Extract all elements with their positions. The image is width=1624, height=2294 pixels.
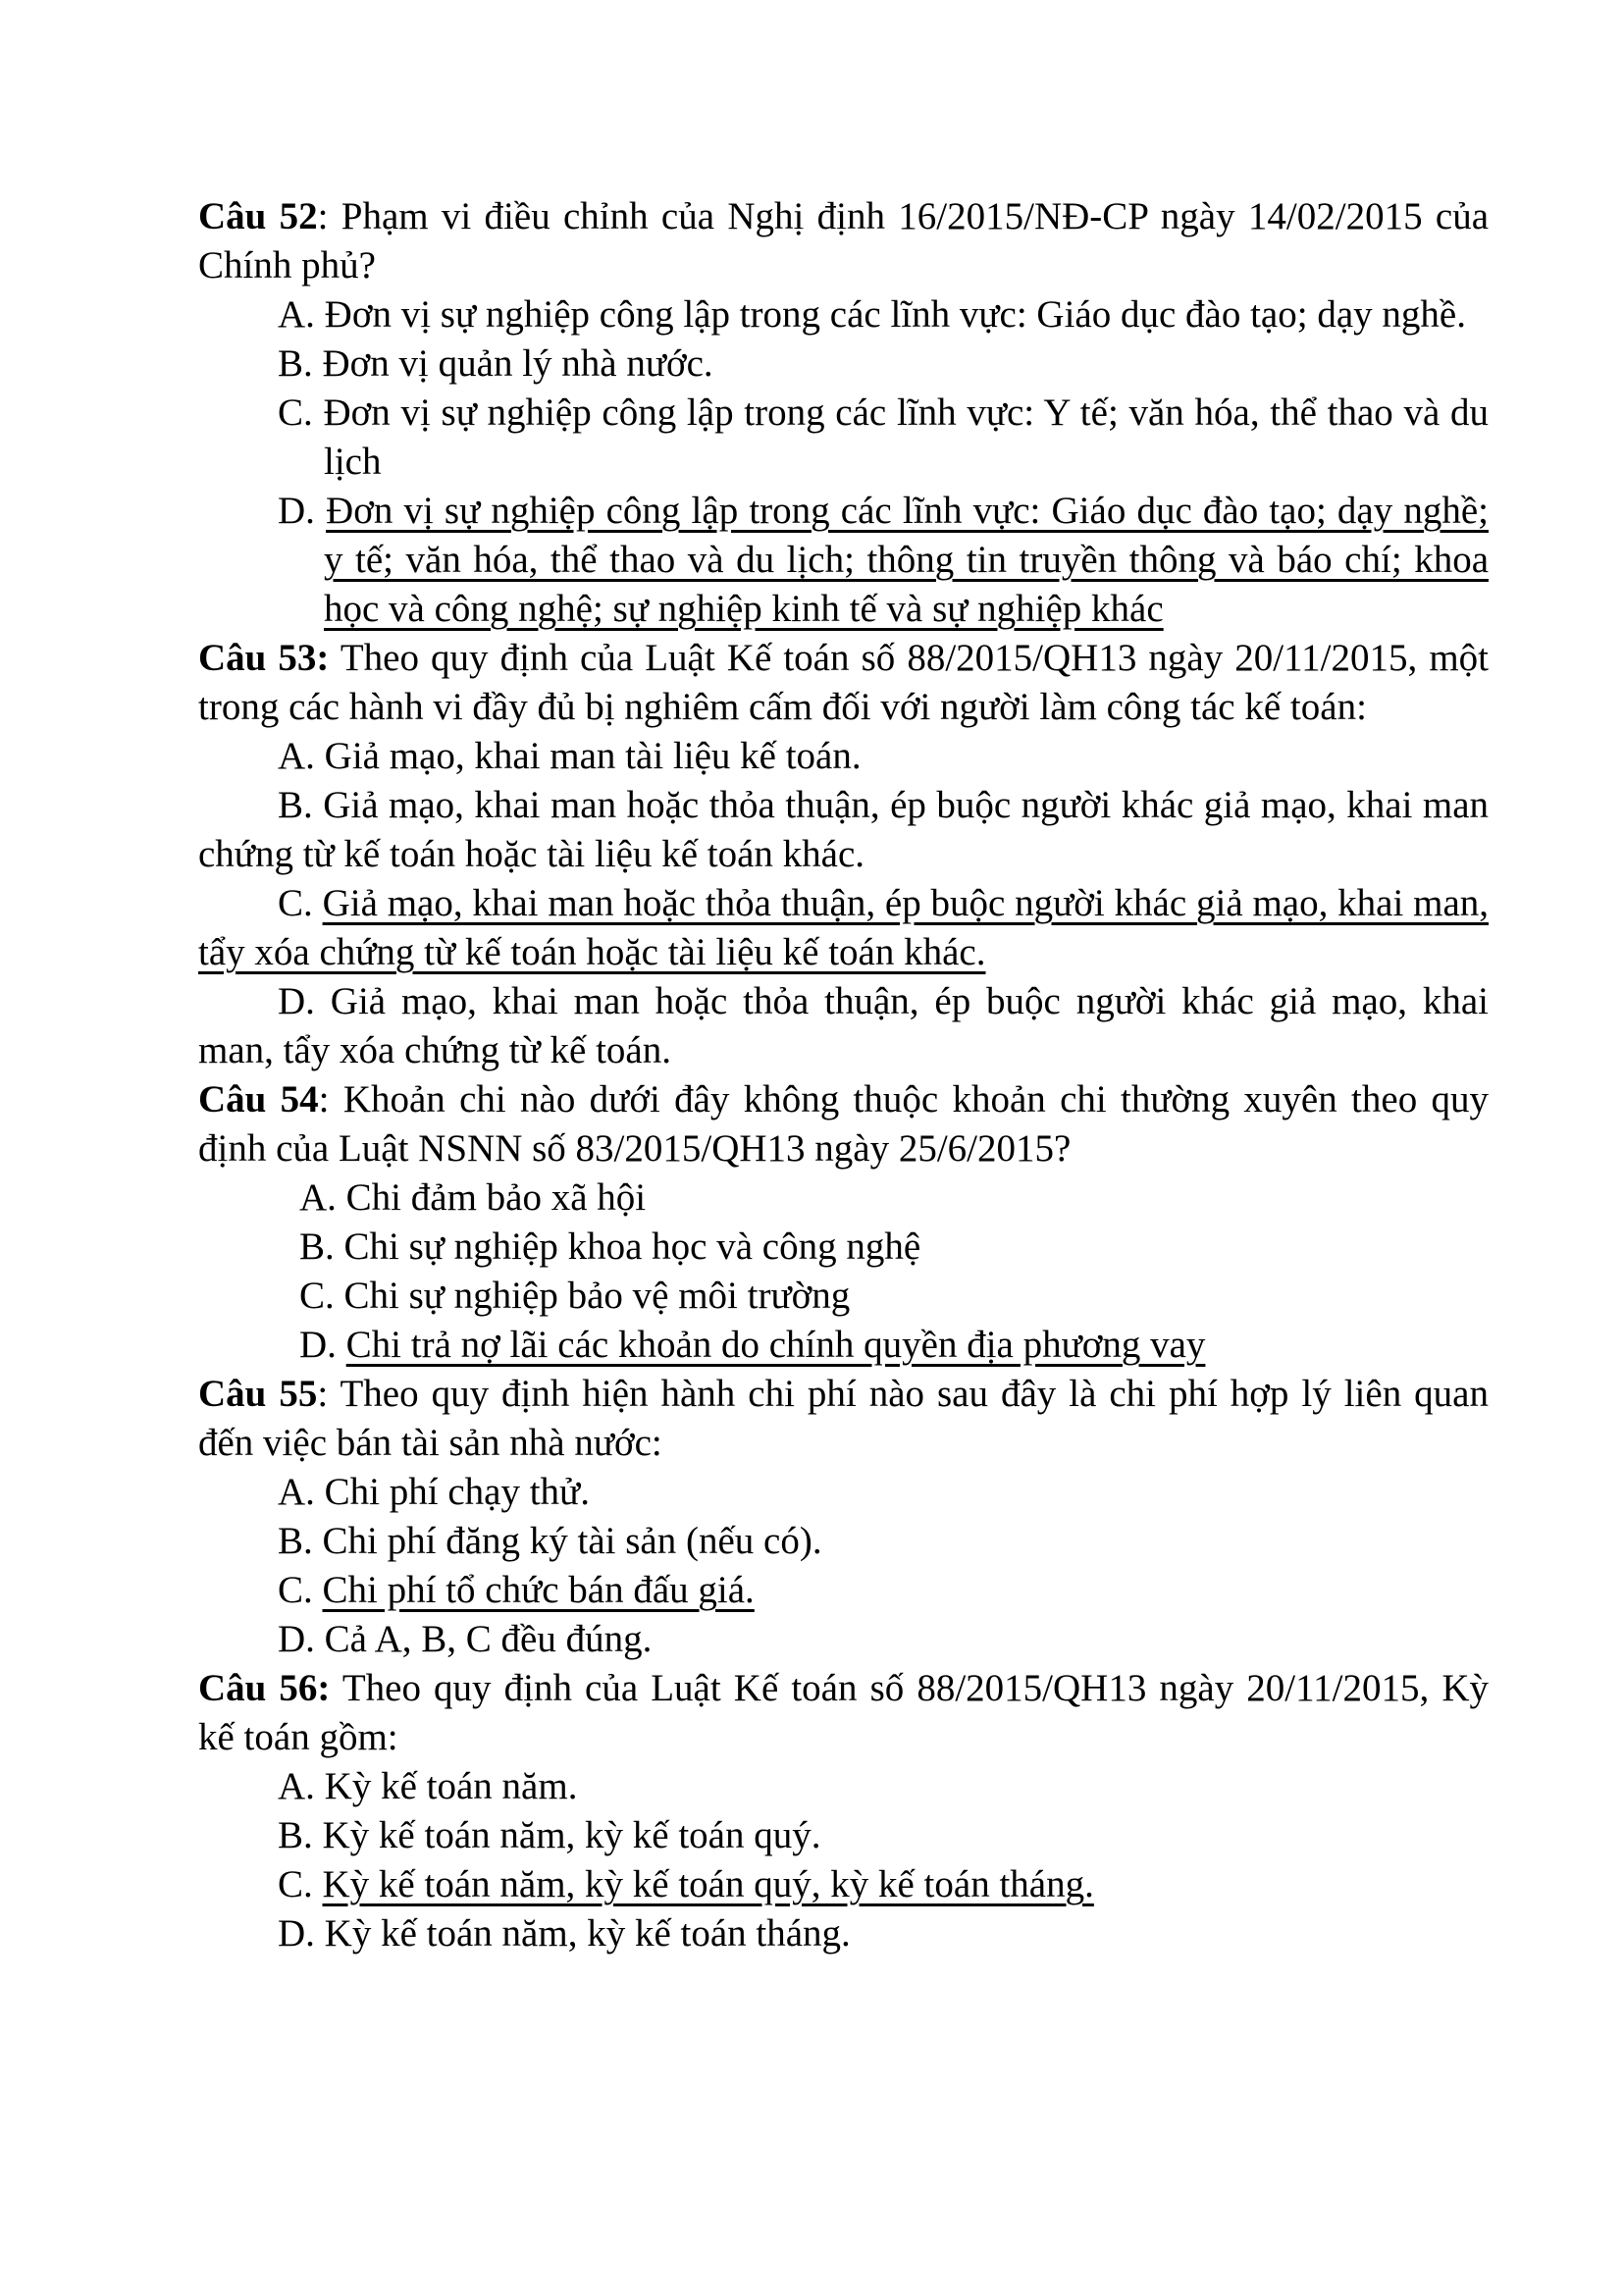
option-text: Kỳ kế toán năm. [324, 1765, 578, 1807]
option-letter: B. [278, 1814, 313, 1856]
option-row [198, 1272, 1489, 1321]
option-row [198, 290, 1489, 339]
option-row [198, 732, 1489, 781]
option-text: Đơn vị sự nghiệp công lập trong các lĩnh vực: Y tế; văn hóa, thể thao và du lịch [323, 391, 1490, 483]
option-row [198, 879, 1489, 977]
option-text: Đơn vị sự nghiệp công lập trong các lĩnh vực: Giáo dục đào tạo; dạy nghề. [324, 293, 1466, 336]
question-block-53 [198, 634, 1489, 1075]
question-separator [329, 637, 340, 679]
option-letter: C. [278, 1569, 313, 1611]
option-letter: A. [278, 735, 315, 777]
option-letter: A. [278, 1471, 315, 1513]
question-block-54 [198, 1075, 1489, 1370]
question-text: Khoản chi nào dưới đây không thuộc khoản chi thường xuyên theo quy định của Luật NSNN số 83/2015/QH13 ngày 25/6/2015? [198, 1078, 1490, 1170]
option-text: Chi phí đăng ký tài sản (nếu có). [322, 1520, 822, 1562]
option-letter: B. [278, 1520, 313, 1562]
question-text: Theo quy định của Luật Kế toán số 88/2015/QH13 ngày 20/11/2015, một trong các hành vi đầy đủ bị nghiêm cấm đối với người làm công tác kế toán: [198, 637, 1490, 728]
option-row [198, 1909, 1489, 1958]
option-row [198, 1811, 1489, 1860]
option-row [198, 977, 1489, 1075]
option-letter: D. [278, 980, 315, 1022]
option-row [198, 1321, 1489, 1370]
question-text: Theo quy định của Luật Kế toán số 88/2015/QH13 ngày 20/11/2015, Kỳ kế toán gồm: [198, 1667, 1490, 1758]
option-letter: D. [299, 1324, 337, 1366]
question-block-56 [198, 1664, 1489, 1958]
question-label: Câu 56: [198, 1667, 331, 1709]
option-letter: B. [299, 1225, 335, 1268]
option-letter: C. [299, 1275, 335, 1317]
question-text: Theo quy định hiện hành chi phí nào sau đây là chi phí hợp lý liên quan đến việc bán tài sản nhà nước: [198, 1373, 1489, 1464]
option-text-underlined: Chi trả nợ lãi các khoản do chính quyền địa phương vay [345, 1324, 1206, 1366]
option-letter: A. [278, 293, 315, 336]
option-row [198, 781, 1489, 879]
question-stem [198, 1664, 1489, 1762]
option-text: Cả A, B, C đều đúng. [324, 1618, 653, 1660]
question-label: Câu 53: [198, 637, 330, 679]
option-text: Kỳ kế toán năm, kỳ kế toán quý. [322, 1814, 821, 1856]
option-text-underlined: Đơn vị sự nghiệp công lập trong các lĩnh vực: Giáo dục đào tạo; dạy nghề; y tế; văn hóa, thể thao và du lịch; thông tin truyền thông và báo chí; khoa học và công nghệ; sự nghiệp kinh tế và sự nghiệp khác [324, 490, 1489, 630]
option-row [198, 1223, 1489, 1272]
option-letter: A. [278, 1765, 315, 1807]
question-stem [198, 634, 1489, 732]
question-stem [198, 1370, 1489, 1468]
question-separator: : [317, 195, 341, 237]
option-text: Giả mạo, khai man tài liệu kế toán. [324, 735, 862, 777]
question-stem [198, 1075, 1489, 1173]
option-text: Chi sự nghiệp khoa học và công nghệ [343, 1225, 921, 1268]
option-row [198, 487, 1489, 634]
option-row [198, 1615, 1489, 1664]
option-text: Chi phí chạy thử. [324, 1471, 590, 1513]
option-text-underlined: Giả mạo, khai man hoặc thỏa thuận, ép buộc người khác giả mạo, khai man, tẩy xóa chứng từ kế toán hoặc tài liệu kế toán khác. [198, 882, 1490, 973]
option-row [198, 1468, 1489, 1517]
option-text-underlined: Kỳ kế toán năm, kỳ kế toán quý, kỳ kế toán tháng. [322, 1863, 1094, 1905]
option-row [198, 1762, 1489, 1811]
option-row [198, 1173, 1489, 1223]
option-text-underlined: Chi phí tổ chức bán đấu giá. [322, 1569, 755, 1611]
question-separator [330, 1667, 341, 1709]
question-block-55 [198, 1370, 1489, 1664]
question-block-52 [198, 192, 1489, 634]
option-letter: C. [278, 391, 313, 434]
question-label: Câu 54 [198, 1078, 319, 1121]
page-content [198, 192, 1489, 1958]
option-letter: D. [278, 1618, 315, 1660]
question-separator: : [318, 1078, 343, 1121]
option-letter: A. [299, 1176, 337, 1219]
option-letter: C. [278, 882, 313, 924]
option-letter: C. [278, 1863, 313, 1905]
option-letter: D. [278, 1912, 315, 1955]
option-letter: B. [278, 342, 313, 385]
option-letter: D. [278, 490, 315, 532]
option-text: Kỳ kế toán năm, kỳ kế toán tháng. [324, 1912, 851, 1955]
option-text: Giả mạo, khai man hoặc thỏa thuận, ép buộc người khác giả mạo, khai man chứng từ kế toán hoặc tài liệu kế toán khác. [198, 784, 1490, 875]
option-row [198, 1566, 1489, 1615]
option-letter: B. [278, 784, 313, 826]
question-stem [198, 192, 1489, 290]
option-row [198, 339, 1489, 389]
question-label: Câu 55 [198, 1373, 318, 1415]
option-text: Đơn vị quản lý nhà nước. [322, 342, 713, 385]
question-separator: : [317, 1373, 341, 1415]
option-text: Chi đảm bảo xã hội [345, 1176, 647, 1219]
option-row [198, 389, 1489, 487]
option-row [198, 1517, 1489, 1566]
option-text: Giả mạo, khai man hoặc thỏa thuận, ép buộc người khác giả mạo, khai man, tẩy xóa chứng từ kế toán. [198, 980, 1490, 1071]
question-label: Câu 52 [198, 195, 318, 237]
option-text: Chi sự nghiệp bảo vệ môi trường [343, 1275, 851, 1317]
option-row [198, 1860, 1489, 1909]
question-text: Phạm vi điều chỉnh của Nghị định 16/2015/NĐ-CP ngày 14/02/2015 của Chính phủ? [198, 195, 1490, 287]
